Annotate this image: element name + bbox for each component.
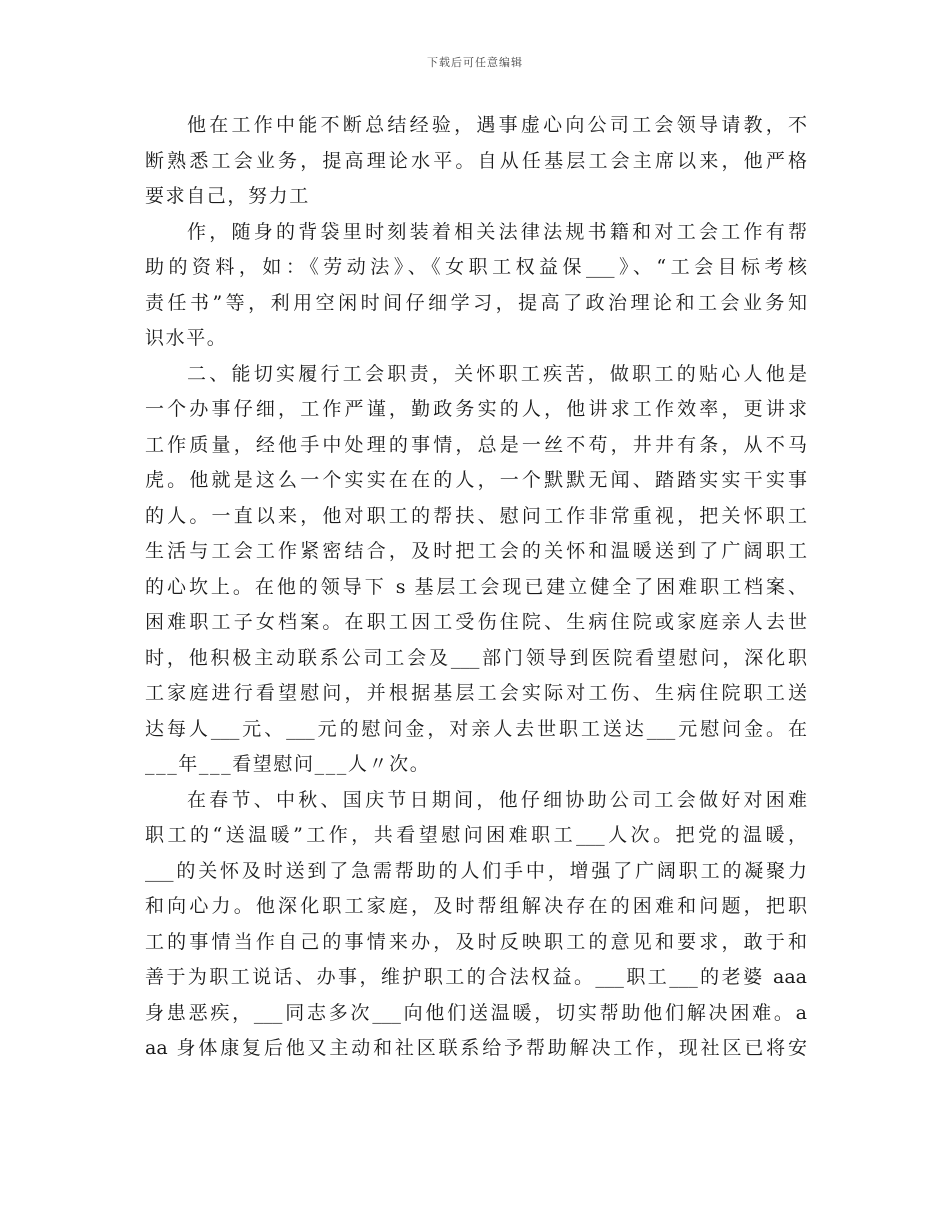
- text-line: 工作质量，经他手中处理的事情，总是一丝不苟，井井有条，从不马: [145, 433, 807, 456]
- text-line: 责任书”等，利用空闲时间仔细学习，提高了政治理论和工会业务知: [145, 291, 807, 314]
- text-line: 识水平。: [145, 327, 228, 349]
- text-line: 断熟悉工会业务，提高理论水平。自从任基层工会主席以来，他严格: [145, 149, 807, 172]
- text-line: 作，随身的背袋里时刻装着相关法律法规书籍和对工会工作有帮: [187, 220, 807, 243]
- document-body: [145, 108, 807, 1067]
- page-header: 下载后可任意编辑: [427, 56, 523, 69]
- text-line: ___年___看望慰问___人〃次。: [145, 753, 431, 775]
- text-line: 身患恶疾，___同志多次___向他们送温暖，切实帮助他们解决困难。a: [145, 1001, 807, 1024]
- text-line: 他在工作中能不断总结经验，遇事虚心向公司工会领导请教，不: [187, 114, 807, 136]
- text-line: 的心坎上。在他的领导下 s 基层工会现已建立健全了困难职工档案、: [145, 575, 807, 598]
- text-line: aa 身体康复后他又主动和社区联系给予帮助解决工作，现社区已将安: [145, 1037, 807, 1059]
- text-line: 二、能切实履行工会职责，关怀职工疾苦，做职工的贴心人他是: [187, 362, 807, 385]
- text-line: 的人。一直以来，他对职工的帮扶、慰问工作非常重视，把关怀职工: [145, 504, 807, 527]
- text-line: 达每人___元、___元的慰问金，对亲人去世职工送达___元慰问金。在: [145, 717, 807, 740]
- text-line: 虎。他就是这么一个实实在在的人，一个默默无闻、踏踏实实干实事: [145, 469, 807, 491]
- text-line: 时，他积极主动联系公司工会及___部门领导到医院看望慰问，深化职: [145, 646, 807, 669]
- text-line: 和向心力。他深化职工家庭，及时帮组解决存在的困难和问题，把职: [145, 895, 807, 917]
- text-line: ___的关怀及时送到了急需帮助的人们手中，增强了广阔职工的凝聚力: [145, 859, 807, 882]
- text-line: 职工的“送温暖”工作，共看望慰问困难职工___人次。把党的温暖，: [145, 824, 807, 846]
- text-line: 一个办事仔细，工作严谨，勤政务实的人，他讲求工作效率，更讲求: [145, 398, 807, 420]
- text-line: 助的资料，如：《劳动法》、《女职工权益保___》、“工会目标考核: [145, 256, 807, 278]
- text-line: 在春节、中秋、国庆节日期间，他仔细协助公司工会做好对困难: [187, 788, 807, 811]
- text-line: 要求自己，努力工: [145, 185, 310, 207]
- text-line: 生活与工会工作紧密结合，及时把工会的关怀和温暖送到了广阔职工: [145, 540, 807, 562]
- text-line: 困难职工子女档案。在职工因工受伤住院、生病住院或家庭亲人去世: [145, 611, 807, 633]
- text-line: 工的事情当作自己的事情来办，及时反映职工的意见和要求，敢于和: [145, 930, 807, 953]
- text-line: 善于为职工说话、办事，维护职工的合法权益。___职工___的老婆 aaa: [145, 966, 807, 988]
- text-line: 工家庭进行看望慰问，并根据基层工会实际对工伤、生病住院职工送: [145, 682, 807, 704]
